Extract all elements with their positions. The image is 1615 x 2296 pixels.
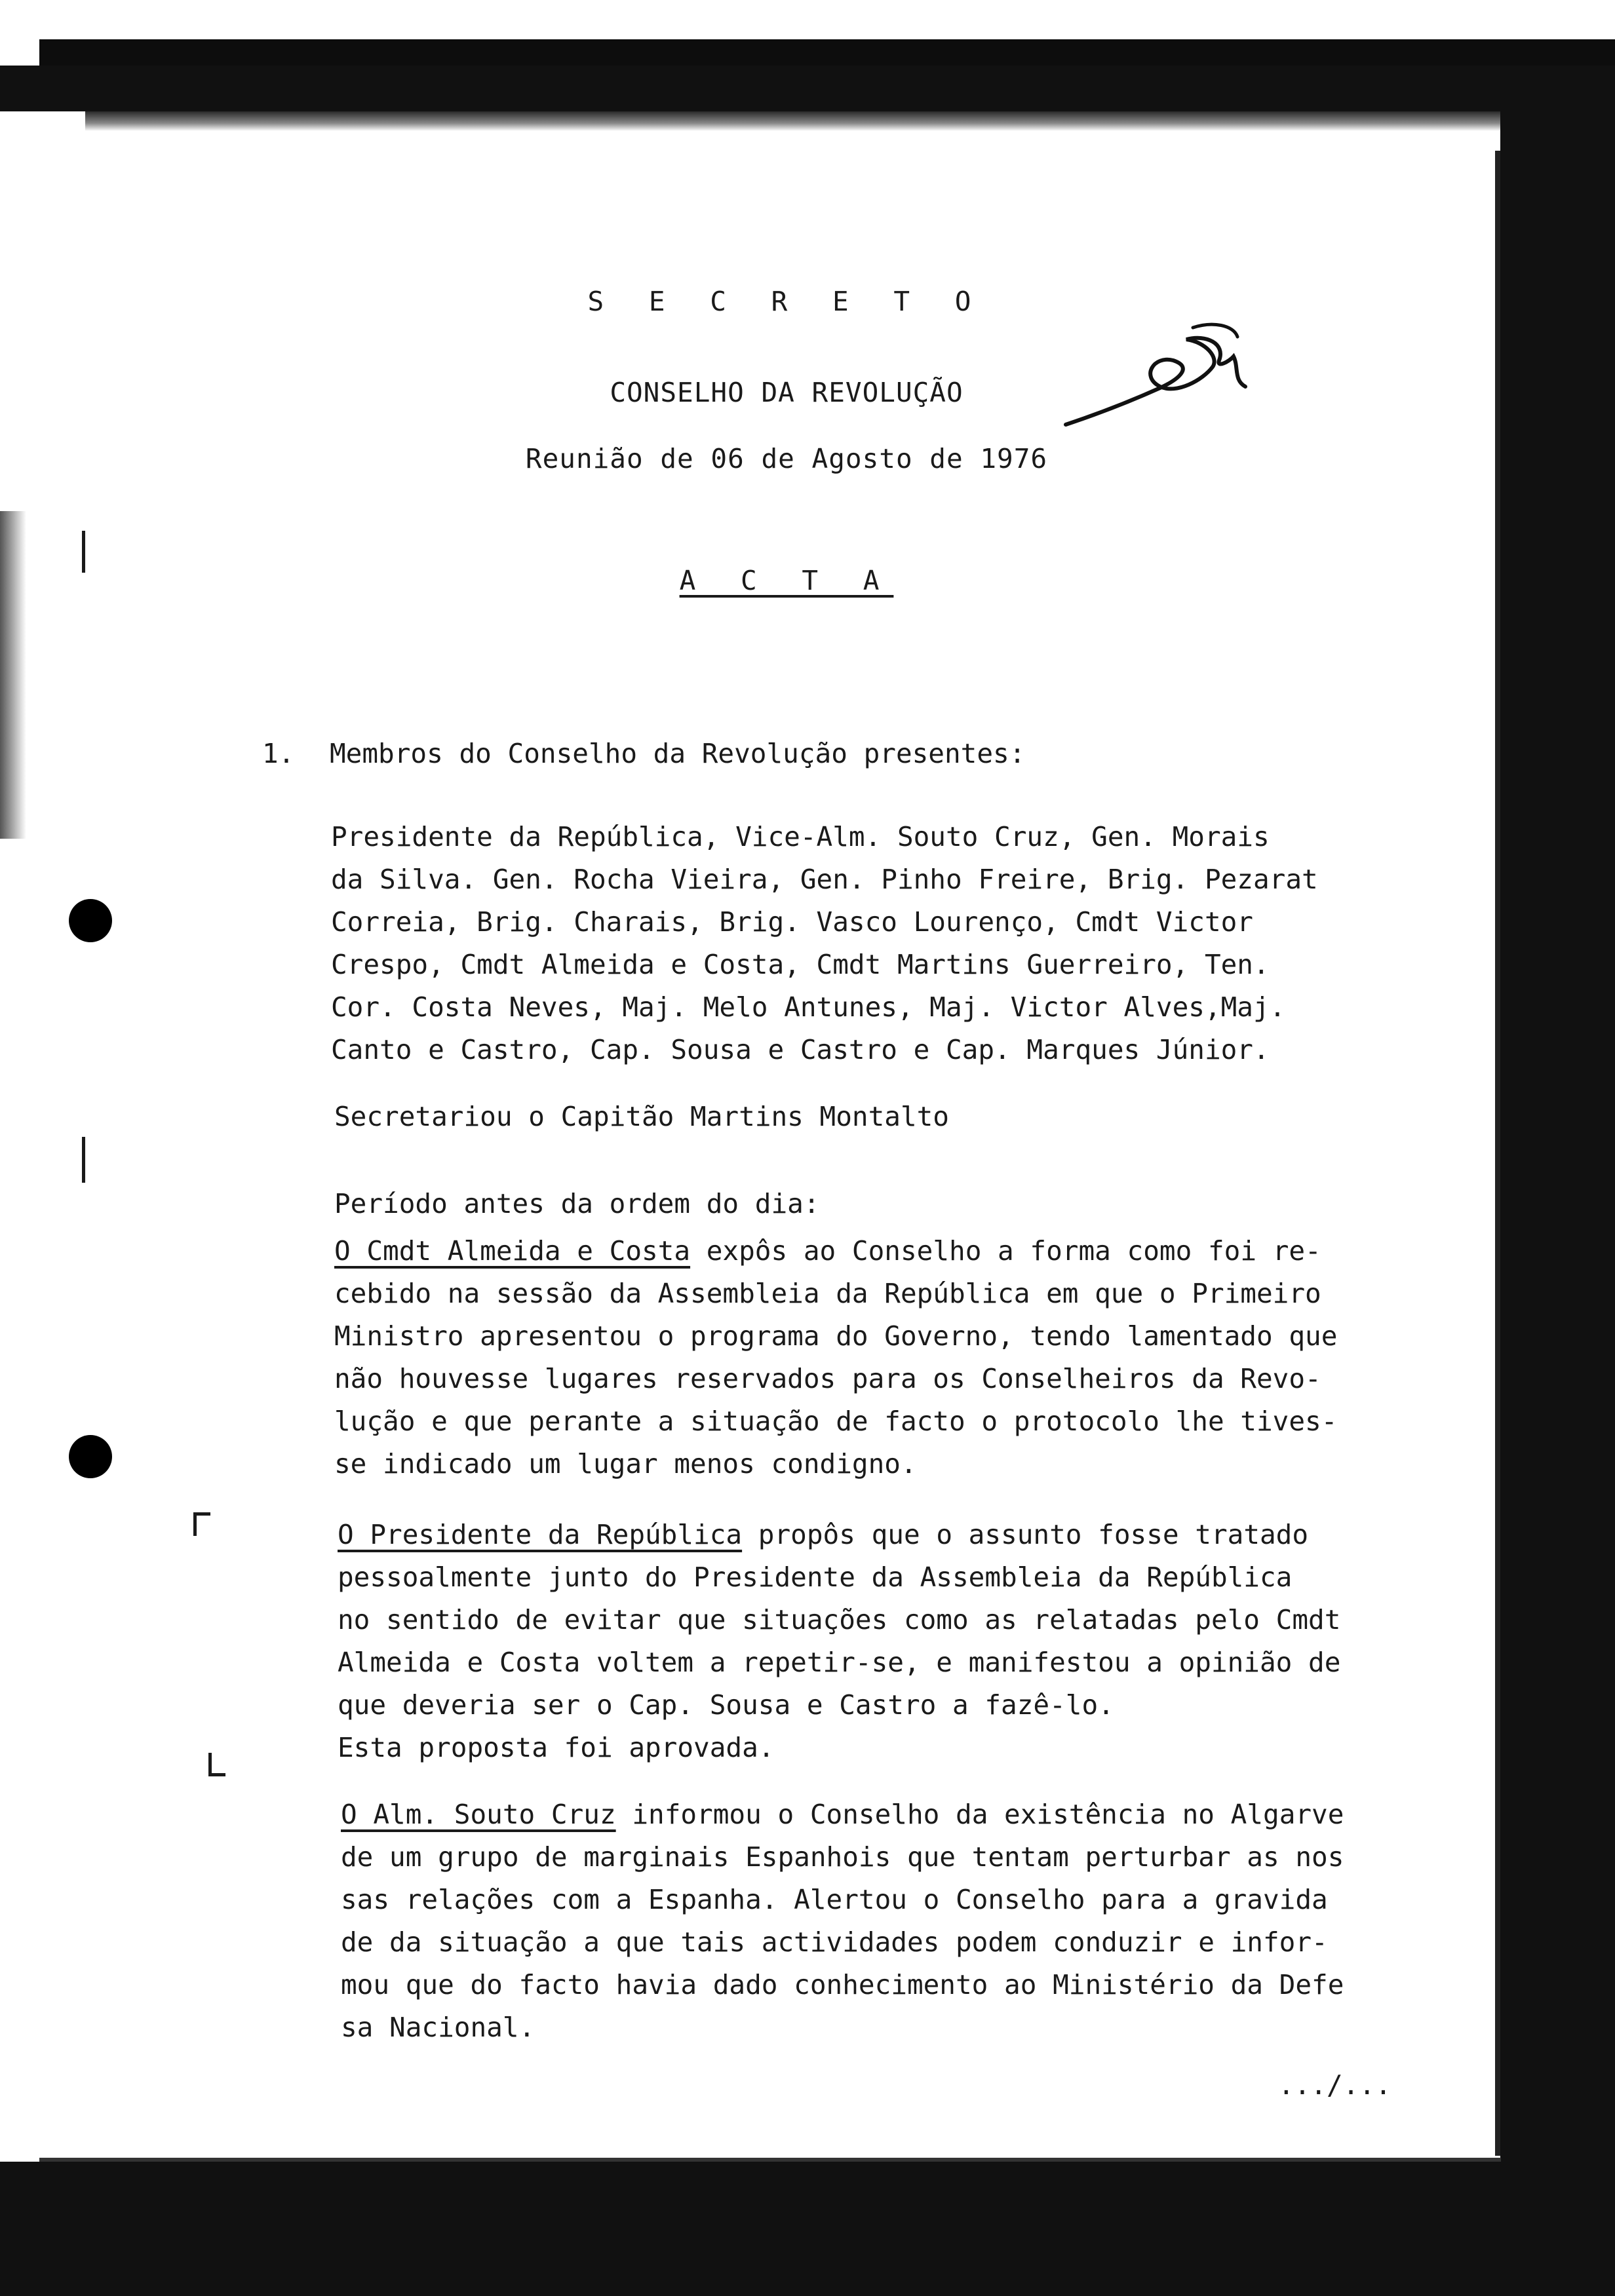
period-heading: Período antes da ordem do dia: (334, 1188, 820, 1219)
members-line: Crespo, Cmdt Almeida e Costa, Cmdt Martins Guerreiro, Ten. (331, 949, 1270, 980)
first-line-text: propôs que o assunto fosse tratado (742, 1519, 1309, 1550)
members-line: da Silva. Gen. Rocha Vieira, Gen. Pinho Freire, Brig. Pezarat (331, 864, 1318, 895)
scan-shadow-band (85, 111, 1593, 131)
corner-mark (193, 1512, 210, 1516)
paragraph-line: Esta proposta foi aprovada. (338, 1732, 775, 1763)
members-line: Cor. Costa Neves, Maj. Melo Antunes, Maj. Victor Alves,Maj. (331, 991, 1286, 1023)
paragraph-line: se indicado um lugar menos condigno. (334, 1448, 917, 1480)
paragraph-line: Ministro apresentou o programa do Governo, tendo lamentado que (334, 1320, 1338, 1352)
speaker-name: O Cmdt Almeida e Costa (334, 1235, 691, 1267)
paragraph-line: no sentido de evitar que situações como as relatadas pelo Cmdt (338, 1604, 1341, 1636)
section-title: Membros do Conselho da Revolução presentes: (330, 738, 1026, 769)
scan-bottom-border (0, 2162, 1615, 2296)
members-line: Presidente da República, Vice-Alm. Souto Cruz, Gen. Morais (331, 821, 1270, 852)
paragraph-souto-cruz (341, 1793, 1344, 2049)
paragraph-line: que deveria ser o Cap. Sousa e Castro a fazê-lo. (338, 1689, 1114, 1721)
punch-hole (69, 1435, 112, 1478)
members-line: Correia, Brig. Charais, Brig. Vasco Lourenço, Cmdt Victor (331, 906, 1253, 938)
paragraph-line: de da situação a que tais actividades podem conduzir e infor- (341, 1926, 1328, 1958)
paragraph-line: cebido na sessão da Assembleia da República em que o Primeiro (334, 1278, 1321, 1309)
paragraph-first-line (341, 1793, 1344, 1836)
paragraph-first-line (334, 1230, 1337, 1272)
paragraph-line: Almeida e Costa voltem a repetir-se, e manifestou a opinião de (338, 1647, 1341, 1678)
members-list (331, 816, 1318, 1071)
scan-dark-band (39, 39, 1615, 66)
scan-bottom-edge (39, 2158, 1501, 2162)
paragraph-presidente (338, 1514, 1340, 1769)
classification-heading: S E C R E T O (587, 286, 986, 317)
scan-dark-band (0, 66, 1615, 111)
speaker-name: O Presidente da República (338, 1519, 743, 1550)
paragraph-line: pessoalmente junto do Presidente da Assembleia da República (338, 1561, 1293, 1593)
margin-mark (82, 1137, 85, 1183)
scan-left-shadow (0, 511, 26, 839)
corner-mark (193, 1512, 197, 1536)
organization-heading: CONSELHO DA REVOLUÇÃO (610, 377, 963, 408)
speaker-name: O Alm. Souto Cruz (341, 1799, 616, 1830)
paragraph-line: sas relações com a Espanha. Alertou o Conselho para a gravida (341, 1884, 1328, 1915)
paragraph-first-line (338, 1514, 1340, 1556)
members-line: Canto e Castro, Cap. Sousa e Castro e Cap. Marques Júnior. (331, 1034, 1270, 1065)
paragraph-line: não houvesse lugares reservados para os Conselheiros da Revo- (334, 1363, 1321, 1394)
secretary-line: Secretariou o Capitão Martins Montalto (334, 1101, 949, 1132)
corner-mark (208, 1773, 225, 1776)
paragraph-almeida-costa (334, 1230, 1337, 1485)
continuation-mark: .../... (1278, 2069, 1391, 2101)
paragraph-line: mou que do facto havia dado conhecimento ao Ministério da Defe (341, 1969, 1344, 2000)
paragraph-line: de um grupo de marginais Espanhois que tentam perturbar as nos (341, 1841, 1344, 1873)
paragraph-line: lução e que perante a situação de facto o protocolo lhe tives- (334, 1406, 1338, 1437)
meeting-date: Reunião de 06 de Agosto de 1976 (525, 443, 1048, 474)
paragraph-line: sa Nacional. (341, 2012, 535, 2043)
section-number: 1. (262, 738, 295, 769)
first-line-text: expôs ao Conselho a forma como foi re- (690, 1235, 1321, 1267)
first-line-text: informou o Conselho da existência no Algarve (615, 1799, 1344, 1830)
punch-hole (69, 899, 112, 942)
document-type-heading: A C T A (679, 565, 894, 596)
